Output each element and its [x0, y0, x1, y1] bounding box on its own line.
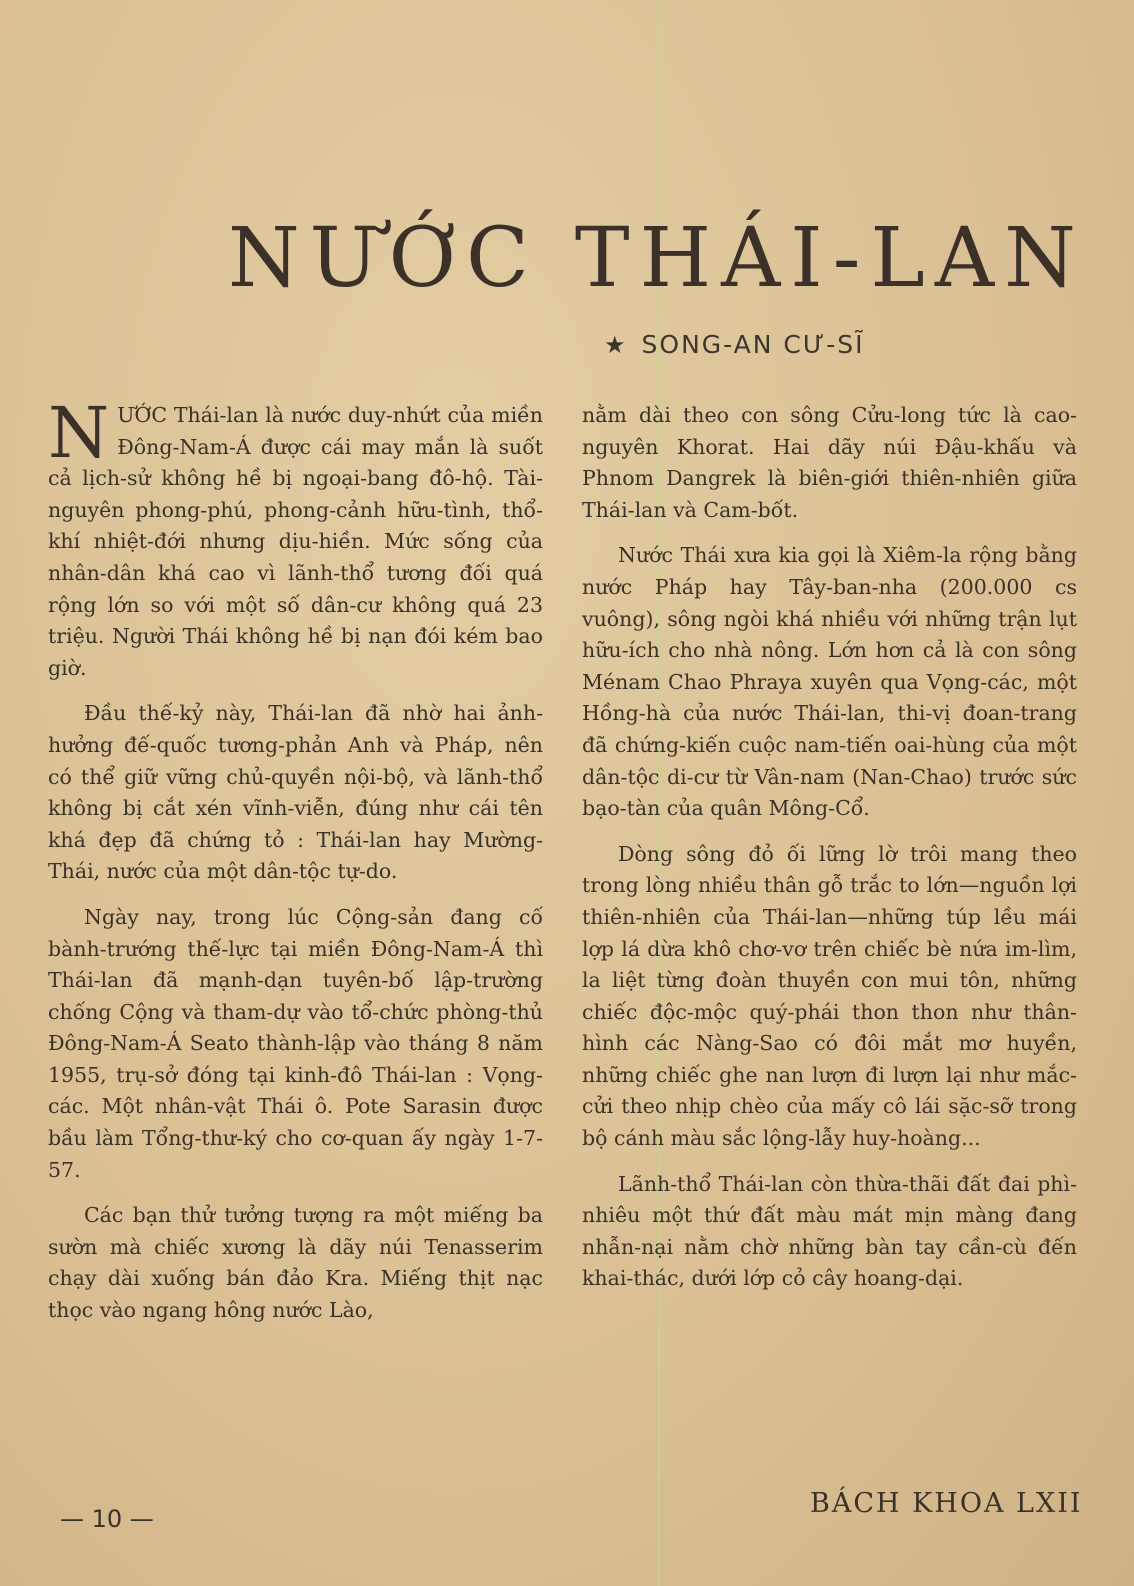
star-icon: ★	[604, 331, 628, 359]
paragraph-text: ƯỚC Thái-lan là nước duy-nhứt của miền Đông-Nam-Á được cái may mắn là suốt cả lịch-sử không hề bị ngoại-bang đô-hộ. Tài-nguyên phong-phú, phong-cảnh hữu-tình, thổ-khí nhiệt-đới nhưng dịu-hiền. Mức sống của nhân-dân khá cao vì lãnh-thổ tương đối quá rộng lớn so với một số dân-cư không quá 23 triệu. Người Thái không hề bị nạn đói kém bao giờ.	[48, 403, 543, 680]
right-column	[582, 400, 1077, 1309]
publication-name: BÁCH KHOA LXII	[810, 1488, 1083, 1519]
page-number: — 10 —	[60, 1505, 154, 1533]
paragraph: Đầu thế-kỷ này, Thái-lan đã nhờ hai ảnh-hưởng đế-quốc tương-phản Anh và Pháp, nên có thể giữ vững chủ-quyền nội-bộ, và lãnh-thổ không bị cắt xén vĩnh-viễn, đúng như cái tên khá đẹp đã chứng tỏ : Thái-lan hay Mường-Thái, nước của một dân-tộc tự-do.	[48, 701, 543, 884]
paragraph: Nước Thái xưa kia gọi là Xiêm-la rộng bằng nước Pháp hay Tây-ban-nha (200.000 cs vuông), sông ngòi khá nhiều với những trận lụt hữu-ích cho nhà nông. Lớn hơn cả là con sông Ménam Chao Phraya xuyên qua Vọng-các, một Hồng-hà của nước Thái-lan, thi-vị đoan-trang đã chứng-kiến cuộc nam-tiến oai-hùng của một dân-tộc di-cư từ Vân-nam (Nan-Chao) trước sức bạo-tàn của quân Mông-Cổ.	[582, 543, 1077, 821]
drop-cap: N	[48, 392, 110, 474]
paragraph: Dòng sông đỏ ối lững lờ trôi mang theo trong lòng nhiều thân gỗ trắc to lớn—nguồn lợi thiên-nhiên của Thái-lan—những túp lều mái lợp lá dừa khô chơ-vơ trên chiếc bè nứa im-lìm, la liệt từng đoàn thuyền con mui tôn, những chiếc độc-mộc quý-phái thon thon như thân-hình các Nàng-Sao có đôi mắt mơ huyền, những chiếc ghe nan lượn đi lượn lại như mắc-cửi theo nhịp chèo của mấy cô lái sặc-sỡ trong bộ cánh màu sắc lộng-lẫy huy-hoàng...	[582, 841, 1077, 1151]
article-title: NƯỚC THÁI-LAN	[228, 211, 1086, 306]
paragraph: Ngày nay, trong lúc Cộng-sản đang cố bành-trướng thế-lực tại miền Đông-Nam-Á thì Thái-lan đã mạnh-dạn tuyên-bố lập-trường chống Cộng và tham-dự vào tổ-chức phòng-thủ Đông-Nam-Á Seato thành-lập vào tháng 8 năm 1955, trụ-sở đóng tại kinh-đô Thái-lan : Vọng-các. Một nhân-vật Thái ô. Pote Sarasin được bầu làm Tổng-thư-ký cho cơ-quan ấy ngày 1-7-57.	[48, 904, 543, 1182]
left-column	[48, 392, 543, 1341]
paragraph: nằm dài theo con sông Cửu-long tức là cao-nguyên Khorat. Hai dãy núi Đậu-khấu và Phnom Dangrek là biên-giới thiên-nhiên giữa Thái-lan và Cam-bốt.	[582, 403, 1077, 522]
paragraph: Các bạn thử tưởng tượng ra một miếng ba sườn mà chiếc xương là dãy núi Tenasserim chạy dài xuống bán đảo Kra. Miếng thịt nạc thọc vào ngang hông nước Lào,	[48, 1203, 543, 1323]
paragraph: Lãnh-thổ Thái-lan còn thừa-thãi đất đai phì-nhiêu một thứ đất màu mát mịn màng đang nhẫn-nại nằm chờ những bàn tay cần-cù đến khai-thác, dưới lớp cỏ cây hoang-dại.	[582, 1171, 1077, 1291]
author-name: SONG-AN CƯ-SĨ	[641, 330, 865, 359]
author-byline	[604, 330, 865, 359]
paragraph	[48, 392, 543, 684]
